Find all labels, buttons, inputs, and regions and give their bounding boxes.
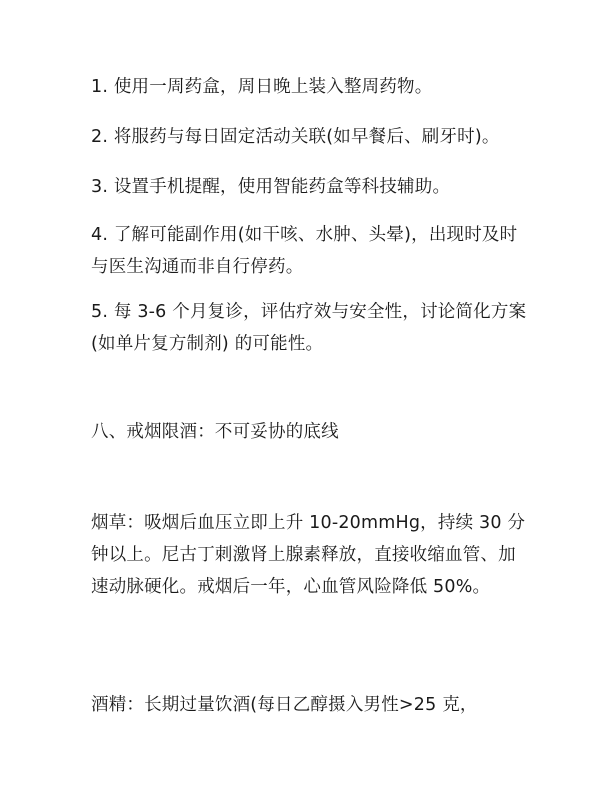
list-item-4: 4. 了解可能副作用(如干咳、水肿、头晕)，出现时及时与医生沟通而非自行停药。 <box>91 225 518 277</box>
alcohol-paragraph: 酒精：长期过量饮酒(每日乙醇摄入男性>25 克， <box>91 695 478 715</box>
list-item-5: 5. 每 3-6 个月复诊，评估疗效与安全性，讨论简化方案(如单片复方制剂) 的可能性。 <box>91 302 527 354</box>
tobacco-paragraph: 烟草：吸烟后血压立即上升 10-20mmHg，持续 30 分钟以上。尼古丁刺激肾上腺素释放，直接收缩血管、加速动脉硬化。戒烟后一年，心血管风险降低 50%。 <box>91 513 526 597</box>
list-item-3: 3. 设置手机提醒，使用智能药盒等科技辅助。 <box>91 177 451 197</box>
section-heading: 八、戒烟限酒：不可妥协的底线 <box>91 422 339 442</box>
list-item-2: 2. 将服药与每日固定活动关联(如早餐后、刷牙时)。 <box>91 127 500 147</box>
list-item-1: 1. 使用一周药盒，周日晚上装入整周药物。 <box>91 77 433 97</box>
